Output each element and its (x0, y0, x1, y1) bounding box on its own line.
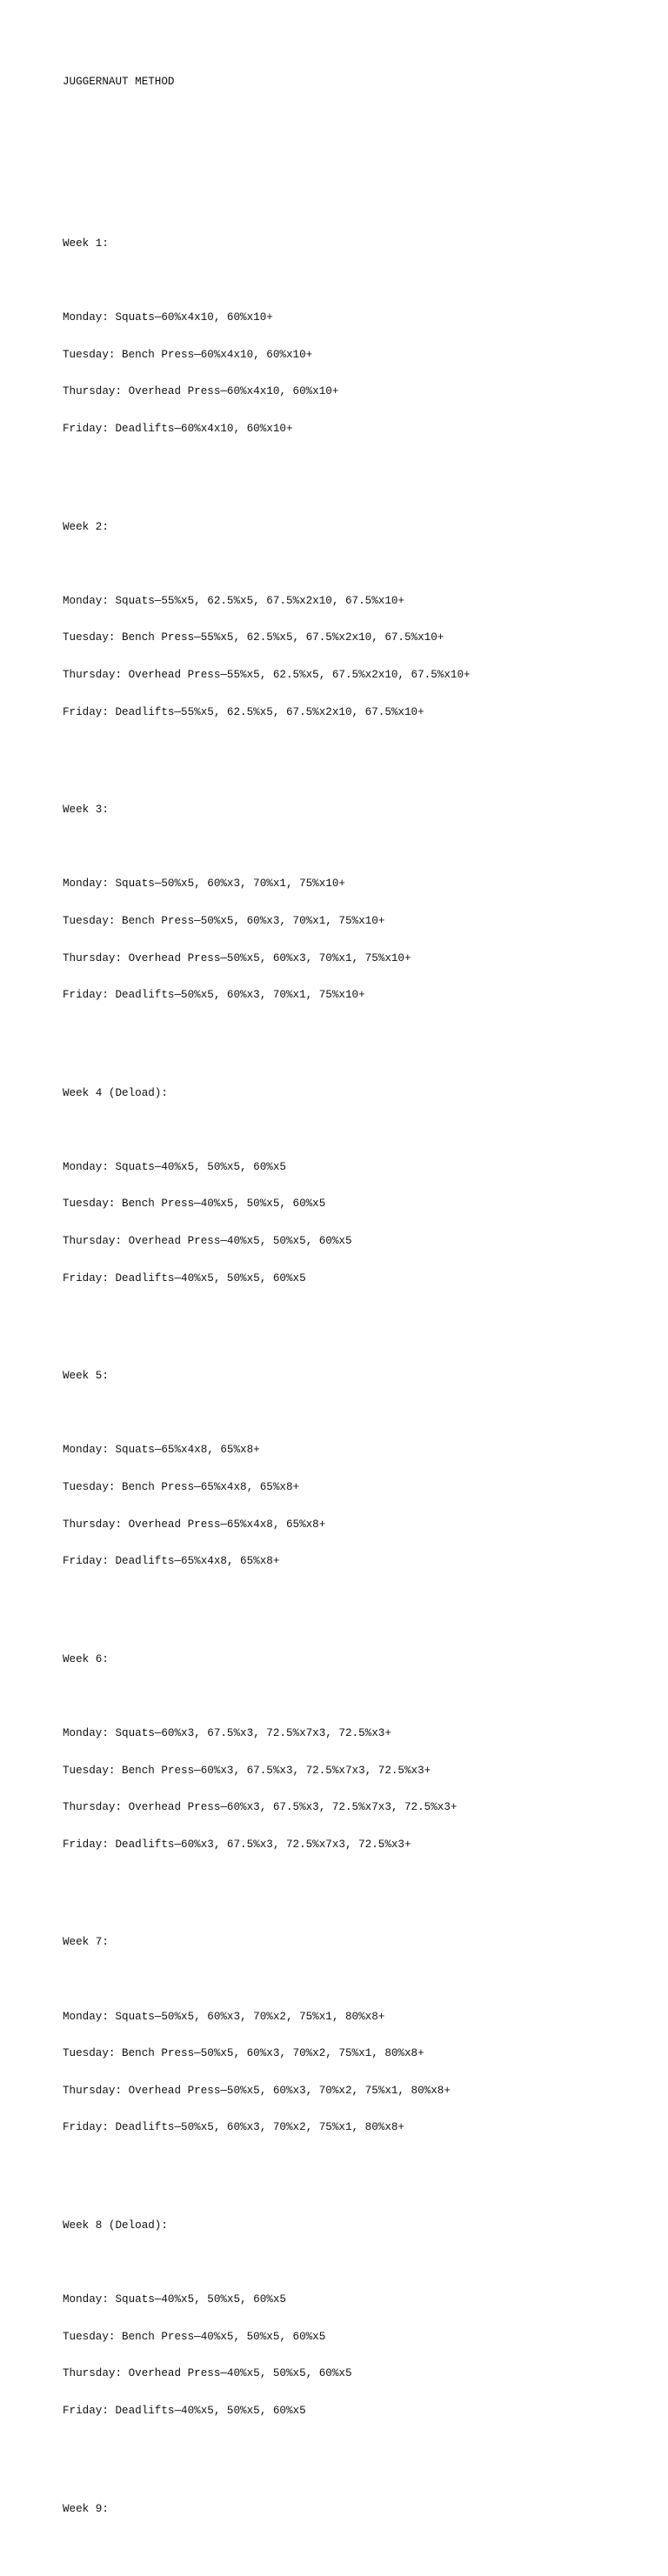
day-line-friday: Friday: Deadlifts—65%x4x8, 65%x8+ (63, 1555, 280, 1568)
week-heading: Week 2: (63, 520, 109, 533)
week-section-7 (63, 1912, 654, 2159)
day-line-friday: Friday: Deadlifts—50%x5, 60%x3, 70%x1, 75%x10+ (63, 989, 365, 1002)
blank-line (63, 1690, 654, 1703)
day-line-friday: Friday: Deadlifts—55%x5, 62.5%x5, 67.5%x2x10, 67.5%x10+ (63, 705, 424, 718)
day-line-thursday: Thursday: Overhead Press—40%x5, 50%x5, 60%x5 (63, 2367, 352, 2380)
week-heading: Week 1: (63, 237, 109, 250)
day-line-thursday: Thursday: Overhead Press—50%x5, 60%x3, 70%x1, 75%x10+ (63, 951, 411, 964)
program-schedule (63, 177, 654, 2576)
day-line-monday: Monday: Squats—60%x4x10, 60%x10+ (63, 311, 273, 324)
day-line-friday: Friday: Deadlifts—40%x5, 50%x5, 60%x5 (63, 1271, 306, 1285)
blank-line (63, 841, 654, 854)
day-line-tuesday: Tuesday: Bench Press—50%x5, 60%x3, 70%x1, 75%x10+ (63, 914, 385, 927)
week-section-9 (63, 2479, 654, 2540)
day-line-monday: Monday: Squats—60%x3, 67.5%x3, 72.5%x7x3, 72.5%x3+ (63, 1727, 391, 1739)
day-line-monday: Monday: Squats—40%x5, 50%x5, 60%x5 (63, 2293, 286, 2306)
day-line-monday: Monday: Squats—55%x5, 62.5%x5, 67.5%x2x10, 67.5%x10+ (63, 594, 404, 607)
week-section-8-deload (63, 2195, 654, 2442)
week-heading: Week 6: (63, 1652, 109, 1665)
day-line-monday: Monday: Squats—50%x5, 60%x3, 70%x2, 75%x1, 80%x8+ (63, 2010, 385, 2023)
day-line-tuesday: Tuesday: Bench Press—60%x3, 67.5%x3, 72.5%x7x3, 72.5%x3+ (63, 1764, 431, 1777)
day-line-tuesday: Tuesday: Bench Press—60%x4x10, 60%x10+ (63, 348, 313, 361)
day-line-tuesday: Tuesday: Bench Press—55%x5, 62.5%x5, 67.5%x2x10, 67.5%x10+ (63, 631, 444, 644)
day-line-friday: Friday: Deadlifts—60%x4x10, 60%x10+ (63, 422, 293, 435)
week-section-4-deload (63, 1063, 654, 1310)
week-section-5 (63, 1345, 654, 1592)
day-line-tuesday: Tuesday: Bench Press—50%x5, 60%x3, 70%x2, 75%x1, 80%x8+ (63, 2047, 424, 2060)
week-section-3 (63, 779, 654, 1026)
week-section-1 (63, 213, 654, 460)
week-heading: Week 9: (63, 2502, 109, 2515)
day-line-tuesday: Tuesday: Bench Press—40%x5, 50%x5, 60%x5 (63, 1198, 326, 1211)
day-line-thursday: Thursday: Overhead Press—60%x4x10, 60%x10+ (63, 385, 339, 398)
day-line-monday: Monday: Squats—65%x4x8, 65%x8+ (63, 1444, 260, 1457)
document-title: JUGGERNAUT METHOD (63, 76, 175, 88)
day-line-monday: Monday: Squats—40%x5, 50%x5, 60%x5 (63, 1160, 286, 1173)
week-heading: Week 8 (Deload): (63, 2219, 168, 2232)
blank-line (63, 1407, 654, 1420)
day-line-friday: Friday: Deadlifts—40%x5, 50%x5, 60%x5 (63, 2404, 306, 2417)
day-line-thursday: Thursday: Overhead Press—65%x4x8, 65%x8+ (63, 1518, 326, 1531)
day-line-friday: Friday: Deadlifts—60%x3, 67.5%x3, 72.5%x7x3, 72.5%x3+ (63, 1838, 411, 1851)
day-line-thursday: Thursday: Overhead Press—60%x3, 67.5%x3, 72.5%x7x3, 72.5%x3+ (63, 1801, 458, 1814)
day-line-monday: Monday: Squats—50%x5, 60%x3, 70%x1, 75%x10+ (63, 878, 345, 891)
day-line-thursday: Thursday: Overhead Press—50%x5, 60%x3, 70%x2, 75%x1, 80%x8+ (63, 2084, 451, 2097)
day-line-tuesday: Tuesday: Bench Press—65%x4x8, 65%x8+ (63, 1481, 300, 1494)
week-section-6 (63, 1629, 654, 1876)
blank-line (63, 1973, 654, 1986)
week-heading: Week 3: (63, 804, 109, 817)
blank-line (63, 2257, 654, 2270)
blank-line (63, 557, 654, 571)
week-heading: Week 5: (63, 1370, 109, 1383)
day-line-thursday: Thursday: Overhead Press—40%x5, 50%x5, 60%x5 (63, 1235, 352, 1248)
blank-line (63, 1124, 654, 1137)
week-heading: Week 7: (63, 1936, 109, 1949)
day-line-thursday: Thursday: Overhead Press—55%x5, 62.5%x5, 67.5%x2x10, 67.5%x10+ (63, 668, 471, 681)
week-heading: Week 4 (Deload): (63, 1086, 168, 1099)
day-line-tuesday: Tuesday: Bench Press—40%x5, 50%x5, 60%x5 (63, 2330, 326, 2343)
week-section-2 (63, 497, 654, 744)
blank-line (63, 275, 654, 288)
day-line-friday: Friday: Deadlifts—50%x5, 60%x3, 70%x2, 75%x1, 80%x8+ (63, 2121, 404, 2134)
